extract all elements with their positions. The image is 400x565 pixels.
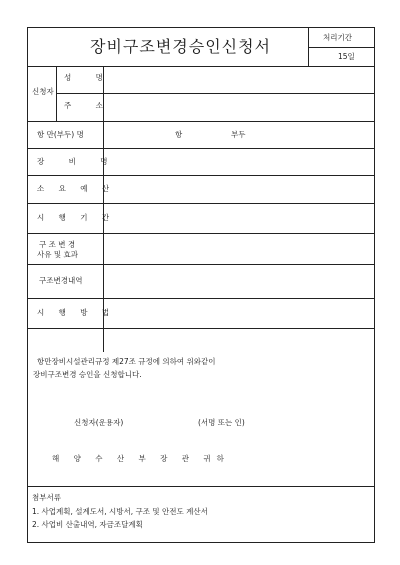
name-label: 성 명: [64, 73, 114, 82]
method-label: 시 행 방 법: [37, 308, 116, 317]
details-row-line: [28, 298, 374, 299]
applicant-label: 신청자: [32, 87, 54, 96]
port-sub-pier: 부두: [231, 130, 246, 139]
processing-period-value: 15일: [338, 52, 355, 61]
applicant-bottom-line: [28, 121, 374, 122]
equipment-row-line: [28, 175, 374, 176]
reason-label-line1: 구 조 변 경: [39, 240, 76, 249]
title-bottom-border: [28, 66, 374, 67]
budget-row-line: [28, 203, 374, 204]
application-form: [27, 27, 375, 543]
attachment-2: 2. 사업비 산출내역, 자금조달계획: [32, 520, 143, 529]
equipment-label: 장 비 명: [37, 157, 119, 166]
period-label: 시 행 기 간: [37, 213, 116, 222]
port-row-line: [28, 148, 374, 149]
processing-period-label: 처리기간: [323, 33, 352, 42]
signer-label: 신청자(운용자): [74, 418, 124, 427]
addressee: 해 양 수 산 부 장 관 귀하: [52, 454, 230, 463]
port-sub-port: 항: [175, 130, 183, 139]
reason-label-line2: 사유 및 효과: [37, 250, 78, 259]
address-label: 주 소: [64, 101, 114, 110]
attachments-top-line: [28, 486, 374, 487]
statement-line1: 항만장비시설관리규정 제27조 규정에 의하여 위와같이: [37, 357, 216, 366]
statement-line2: 장비구조변경 승인을 신청합니다.: [33, 370, 142, 379]
reason-row-line: [28, 264, 374, 265]
form-title: 장비구조변경승인신청서: [90, 37, 272, 56]
port-label: 항 만(부두) 명: [37, 130, 84, 139]
method-row-line: [28, 328, 374, 329]
period-row-line: [28, 233, 374, 234]
budget-label: 소 요 예 산: [37, 184, 116, 193]
attachment-1: 1. 사업계획, 설계도서, 시방서, 구조 및 안전도 계산서: [32, 507, 208, 516]
signature-note: (서명 또는 인): [198, 418, 245, 427]
attachments-title: 첨부서류: [32, 493, 61, 502]
details-label: 구조변경내역: [39, 276, 83, 285]
processing-divider: [308, 47, 374, 48]
